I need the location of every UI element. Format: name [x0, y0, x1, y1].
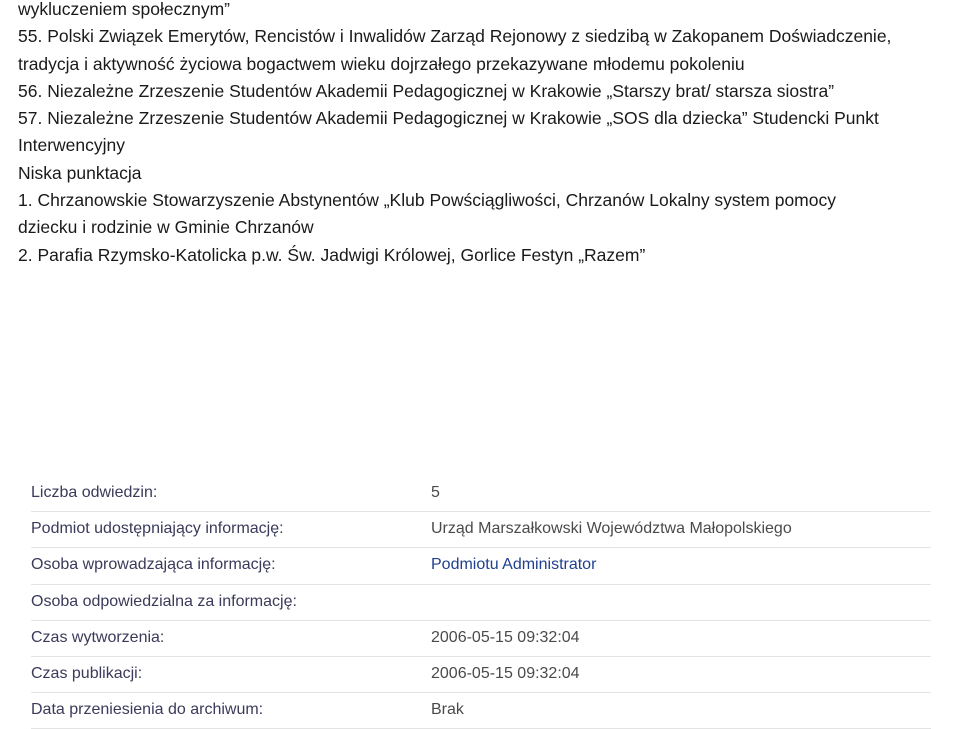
- document-body: [18, 0, 948, 269]
- meta-row-author: [31, 548, 931, 584]
- author-label: Osoba wprowadzająca informację:: [31, 556, 276, 574]
- archive-value: Brak: [431, 701, 464, 719]
- text-line: wykluczeniem społecznym”: [18, 0, 231, 19]
- meta-row-created: [31, 621, 931, 657]
- created-value: 2006-05-15 09:32:04: [431, 628, 580, 646]
- meta-row-visits: [31, 476, 931, 512]
- metadata-table: [31, 476, 931, 729]
- text-line: 56. Niezależne Zrzeszenie Studentów Akademii Pedagogicznej w Krakowie „Starszy brat/ starsza siostra”: [18, 80, 835, 101]
- meta-row-archive: [31, 693, 931, 729]
- text-line: dziecku i rodzinie w Gminie Chrzanów: [18, 217, 314, 238]
- archive-label: Data przeniesienia do archiwum:: [31, 701, 264, 719]
- published-value: 2006-05-15 09:32:04: [431, 664, 580, 682]
- provider-value: Urząd Marszałkowski Województwa Małopolskiego: [431, 520, 792, 538]
- created-label: Czas wytworzenia:: [31, 628, 165, 646]
- meta-row-published: [31, 657, 931, 693]
- meta-row-provider: [31, 512, 931, 548]
- visits-label: Liczba odwiedzin:: [31, 484, 158, 501]
- text-line: 2. Parafia Rzymsko-Katolicka p.w. Św. Jadwigi Królowej, Gorlice Festyn „Razem”: [18, 244, 646, 265]
- text-line: 57. Niezależne Zrzeszenie Studentów Akademii Pedagogicznej w Krakowie „SOS dla dziecka” Studencki Punkt: [18, 108, 879, 129]
- author-link[interactable]: Podmiotu Administrator: [431, 556, 597, 574]
- meta-row-responsible: [31, 585, 931, 621]
- section-heading: Niska punktacja: [18, 162, 142, 183]
- provider-label: Podmiot udostępniający informację:: [31, 520, 284, 538]
- responsible-label: Osoba odpowiedzialna za informację:: [31, 592, 297, 610]
- visits-value: 5: [431, 484, 440, 501]
- text-line: 1. Chrzanowskie Stowarzyszenie Abstynentów „Klub Powściągliwości, Chrzanów Lokalny system pomocy: [18, 190, 836, 211]
- text-line: Interwencyjny: [18, 135, 125, 156]
- text-line: tradycja i aktywność życiowa bogactwem wieku dojrzałego przekazywane młodemu pokoleniu: [18, 53, 745, 74]
- text-line: 55. Polski Związek Emerytów, Rencistów i Inwalidów Zarząd Rejonowy z siedzibą w Zakopanem Doświadczenie,: [18, 26, 892, 47]
- published-label: Czas publikacji:: [31, 664, 143, 682]
